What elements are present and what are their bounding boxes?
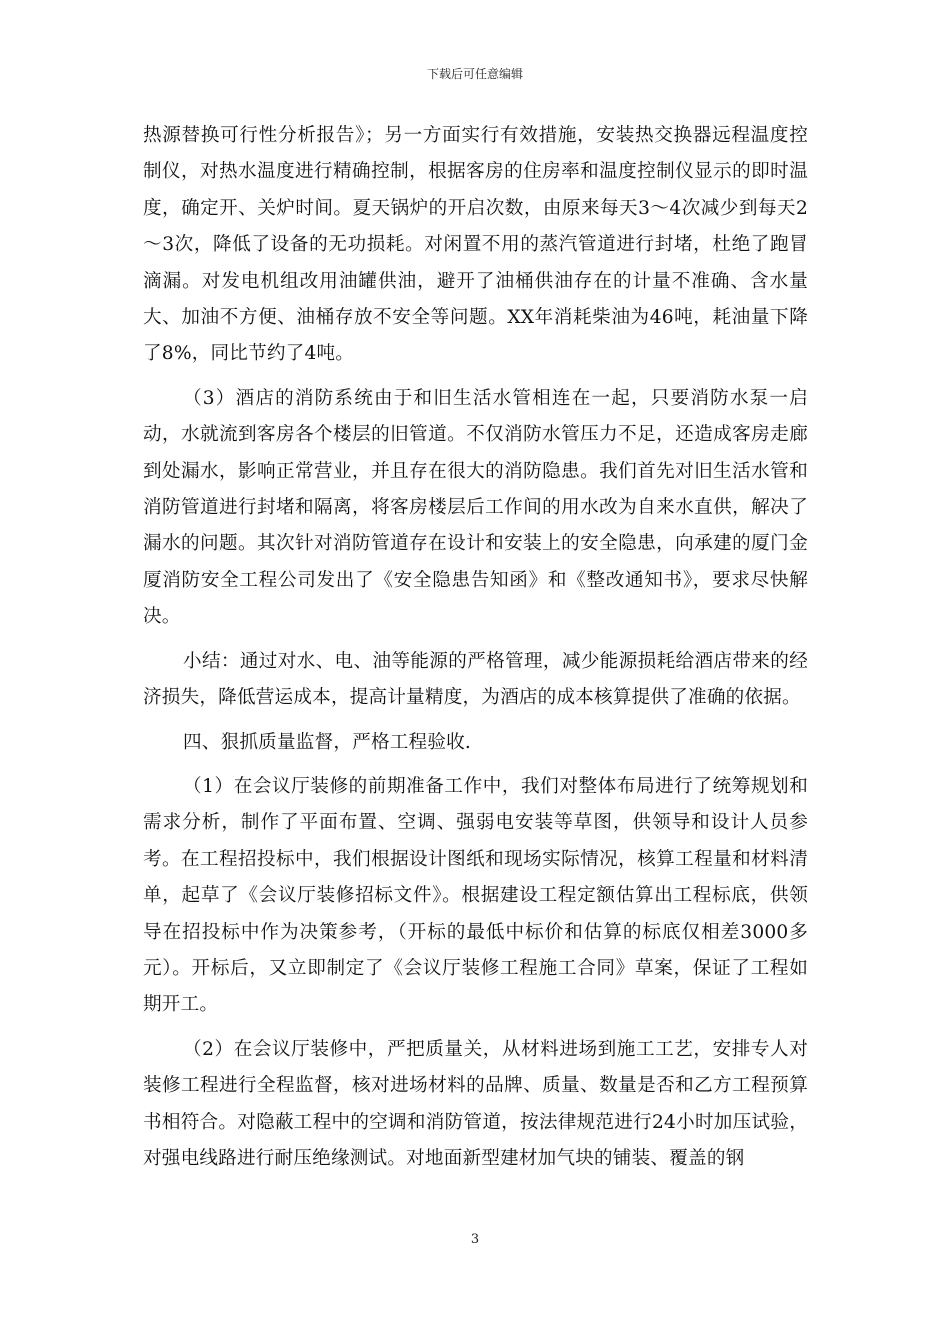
page-number: 3 [470, 1232, 480, 1247]
paragraph-meeting-hall-quality: （2）在会议厅装修中，严把质量关，从材料进场到施工工艺，安排专人对装修工程进行全程监督，核对进场材料的品牌、质量、数量是否和乙方工程预算书相符合。对隐蔽工程中的空调和消防管道，按法律规范进行24小时加压试验，对强电线路进行耐压绝缘测试。对地面新型建材加气块的铺装、覆盖的钢 [143, 1038, 808, 1169]
section-heading-quality-supervision: 四、狠抓质量监督，严格工程验收. [183, 731, 472, 753]
paragraph-fire-system: （3）酒店的消防系统由于和旧生活水管相连在一起，只要消防水泵一启动，水就流到客房各个楼层的旧管道。不仅消防水管压力不足，还造成客房走廊到处漏水，影响正常营业，并且存在很大的消防隐患。我们首先对旧生活水管和消防管道进行封堵和隔离，将客房楼层后工作间的用水改为自来水直供，解决了漏水的问题。其次针对消防管道存在设计和安装上的安全隐患，向承建的厦门金厦消防安全工程公司发出了《安全隐患告知函》和《整改通知书》，要求尽快解决。 [143, 387, 808, 628]
paragraph-heat-source-continuation: 热源替换可行性分析报告》；另一方面实行有效措施，安装热交换器远程温度控制仪，对热水温度进行精确控制，根据客房的住房率和温度控制仪显示的即时温度，确定开、关炉时间。夏天锅炉的开启次数，由原来每天3～4次减少到每天2～3次，降低了设备的无功损耗。对闲置不用的蒸汽管道进行封堵，杜绝了跑冒滴漏。对发电机组改用油罐供油，避开了油桶供油存在的计量不准确、含水量大、加油不方便、油桶存放不安全等问题。XX年消耗柴油为46吨，耗油量下降了8%，同比节约了4吨。 [143, 125, 808, 365]
paragraph-meeting-hall-preparation: （1）在会议厅装修的前期准备工作中，我们对整体布局进行了统筹规划和需求分析，制作了平面布置、空调、强弱电安装等草图，供领导和设计人员参考。在工程招投标中，我们根据设计图纸和现场实际情况，核算工程量和材料清单，起草了《会议厅装修招标文件》。根据建设工程定额估算出工程标底，供领导在招投标中作为决策参考，（开标的最低中标价和估算的标底仅相差3000多元）。开标后，又立即制定了《会议厅装修工程施工合同》草案，保证了工程如期开工。 [143, 775, 808, 1016]
document-body [143, 118, 808, 1177]
page-header: 下载后可任意编辑 [426, 67, 523, 81]
paragraph-summary: 小结：通过对水、电、油等能源的严格管理，减少能源损耗给酒店带来的经济损失，降低营运成本，提高计量精度，为酒店的成本核算提供了准确的依据。 [143, 650, 808, 709]
